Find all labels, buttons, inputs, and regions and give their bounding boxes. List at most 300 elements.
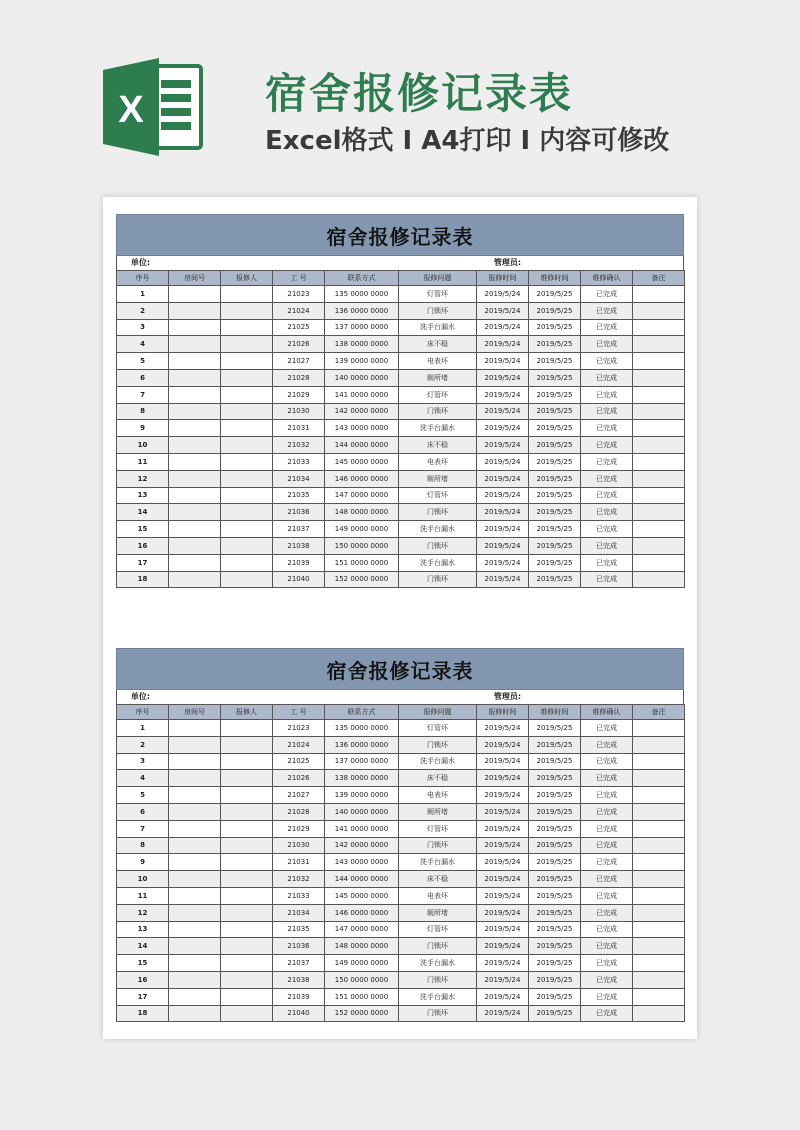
- table-cell[interactable]: 门锁坏: [399, 938, 477, 955]
- table-cell[interactable]: 21039: [273, 988, 325, 1005]
- table-cell[interactable]: 2019/5/24: [477, 302, 529, 319]
- table-cell[interactable]: 2019/5/24: [477, 820, 529, 837]
- table-cell[interactable]: 灯管坏: [399, 286, 477, 303]
- table-cell[interactable]: 151 0000 0000: [325, 988, 399, 1005]
- table-cell[interactable]: 已完成: [581, 871, 633, 888]
- table-cell[interactable]: [169, 854, 221, 871]
- table-cell[interactable]: 143 0000 0000: [325, 420, 399, 437]
- table-cell[interactable]: 142 0000 0000: [325, 837, 399, 854]
- table-cell[interactable]: 145 0000 0000: [325, 887, 399, 904]
- table-cell[interactable]: 2019/5/24: [477, 720, 529, 737]
- table-cell[interactable]: 21025: [273, 319, 325, 336]
- table-cell[interactable]: [221, 319, 273, 336]
- table-cell[interactable]: [169, 803, 221, 820]
- table-cell[interactable]: 厕所堵: [399, 803, 477, 820]
- table-cell[interactable]: 21036: [273, 504, 325, 521]
- table-cell[interactable]: 1: [117, 720, 169, 737]
- table-cell[interactable]: 厕所堵: [399, 904, 477, 921]
- table-cell[interactable]: 已完成: [581, 904, 633, 921]
- table-cell[interactable]: 21034: [273, 470, 325, 487]
- table-cell[interactable]: 21027: [273, 353, 325, 370]
- table-cell[interactable]: [633, 386, 685, 403]
- table-cell[interactable]: 2019/5/24: [477, 453, 529, 470]
- table-cell[interactable]: 21038: [273, 537, 325, 554]
- table-cell[interactable]: 21030: [273, 837, 325, 854]
- table-cell[interactable]: [169, 302, 221, 319]
- table-cell[interactable]: 已完成: [581, 955, 633, 972]
- table-cell[interactable]: 140 0000 0000: [325, 803, 399, 820]
- table-cell[interactable]: 14: [117, 938, 169, 955]
- table-cell[interactable]: 已完成: [581, 921, 633, 938]
- table-cell[interactable]: 17: [117, 988, 169, 1005]
- table-cell[interactable]: 2019/5/24: [477, 1005, 529, 1022]
- table-cell[interactable]: 2019/5/25: [529, 736, 581, 753]
- table-cell[interactable]: [221, 470, 273, 487]
- table-cell[interactable]: [633, 820, 685, 837]
- table-cell[interactable]: 16: [117, 971, 169, 988]
- table-cell[interactable]: 门锁坏: [399, 837, 477, 854]
- table-cell[interactable]: 洗手台漏水: [399, 753, 477, 770]
- table-cell[interactable]: 13: [117, 487, 169, 504]
- table-cell[interactable]: 151 0000 0000: [325, 554, 399, 571]
- table-cell[interactable]: 2019/5/24: [477, 353, 529, 370]
- table-cell[interactable]: [169, 820, 221, 837]
- table-cell[interactable]: 11: [117, 453, 169, 470]
- table-cell[interactable]: 门锁坏: [399, 403, 477, 420]
- table-cell[interactable]: 141 0000 0000: [325, 386, 399, 403]
- table-cell[interactable]: 152 0000 0000: [325, 1005, 399, 1022]
- table-cell[interactable]: 2019/5/25: [529, 720, 581, 737]
- table-cell[interactable]: 洗手台漏水: [399, 420, 477, 437]
- table-cell[interactable]: 已完成: [581, 770, 633, 787]
- table-cell[interactable]: 21026: [273, 336, 325, 353]
- table-cell[interactable]: [221, 537, 273, 554]
- table-cell[interactable]: 18: [117, 571, 169, 588]
- table-cell[interactable]: 21028: [273, 803, 325, 820]
- table-cell[interactable]: 已完成: [581, 302, 633, 319]
- table-cell[interactable]: [221, 921, 273, 938]
- table-cell[interactable]: 2019/5/24: [477, 487, 529, 504]
- table-cell[interactable]: 9: [117, 854, 169, 871]
- table-cell[interactable]: 2019/5/25: [529, 787, 581, 804]
- table-cell[interactable]: [633, 887, 685, 904]
- table-cell[interactable]: 2019/5/25: [529, 353, 581, 370]
- table-cell[interactable]: 2019/5/24: [477, 403, 529, 420]
- table-cell[interactable]: 灯管坏: [399, 487, 477, 504]
- table-cell[interactable]: [169, 904, 221, 921]
- table-cell[interactable]: 21029: [273, 386, 325, 403]
- table-cell[interactable]: 21029: [273, 820, 325, 837]
- table-cell[interactable]: [221, 871, 273, 888]
- table-cell[interactable]: 门锁坏: [399, 971, 477, 988]
- table-cell[interactable]: 144 0000 0000: [325, 437, 399, 454]
- table-cell[interactable]: [169, 420, 221, 437]
- table-cell[interactable]: 床不稳: [399, 770, 477, 787]
- table-cell[interactable]: 已完成: [581, 521, 633, 538]
- table-cell[interactable]: 12: [117, 904, 169, 921]
- table-cell[interactable]: 已完成: [581, 470, 633, 487]
- table-cell[interactable]: 6: [117, 803, 169, 820]
- table-cell[interactable]: 146 0000 0000: [325, 470, 399, 487]
- table-cell[interactable]: [169, 336, 221, 353]
- table-cell[interactable]: [633, 837, 685, 854]
- table-cell[interactable]: 已完成: [581, 437, 633, 454]
- table-cell[interactable]: 2019/5/25: [529, 854, 581, 871]
- table-cell[interactable]: [221, 521, 273, 538]
- table-cell[interactable]: [169, 319, 221, 336]
- table-cell[interactable]: 13: [117, 921, 169, 938]
- table-cell[interactable]: 电表坏: [399, 887, 477, 904]
- table-cell[interactable]: [221, 302, 273, 319]
- table-cell[interactable]: 137 0000 0000: [325, 753, 399, 770]
- table-cell[interactable]: [169, 871, 221, 888]
- table-cell[interactable]: [221, 369, 273, 386]
- table-cell[interactable]: [169, 286, 221, 303]
- table-cell[interactable]: [221, 904, 273, 921]
- manager-value[interactable]: [531, 690, 683, 704]
- table-cell[interactable]: [633, 420, 685, 437]
- table-cell[interactable]: 142 0000 0000: [325, 403, 399, 420]
- table-cell[interactable]: [633, 504, 685, 521]
- table-cell[interactable]: [221, 504, 273, 521]
- table-cell[interactable]: 已完成: [581, 403, 633, 420]
- table-cell[interactable]: 2019/5/24: [477, 938, 529, 955]
- table-cell[interactable]: [169, 955, 221, 972]
- table-cell[interactable]: 21028: [273, 369, 325, 386]
- table-cell[interactable]: 床不稳: [399, 871, 477, 888]
- table-cell[interactable]: 21032: [273, 871, 325, 888]
- table-cell[interactable]: 2019/5/25: [529, 871, 581, 888]
- table-cell[interactable]: [221, 420, 273, 437]
- table-cell[interactable]: 21038: [273, 971, 325, 988]
- table-cell[interactable]: [169, 521, 221, 538]
- table-cell[interactable]: 电表坏: [399, 787, 477, 804]
- table-cell[interactable]: 21037: [273, 521, 325, 538]
- table-cell[interactable]: 3: [117, 319, 169, 336]
- table-cell[interactable]: [169, 787, 221, 804]
- table-cell[interactable]: 灯管坏: [399, 921, 477, 938]
- table-cell[interactable]: 14: [117, 504, 169, 521]
- table-cell[interactable]: [633, 904, 685, 921]
- table-cell[interactable]: 145 0000 0000: [325, 453, 399, 470]
- table-cell[interactable]: 已完成: [581, 753, 633, 770]
- table-cell[interactable]: 厕所堵: [399, 369, 477, 386]
- table-cell[interactable]: [221, 971, 273, 988]
- table-cell[interactable]: 135 0000 0000: [325, 720, 399, 737]
- table-cell[interactable]: 2019/5/25: [529, 487, 581, 504]
- table-cell[interactable]: 已完成: [581, 319, 633, 336]
- table-cell[interactable]: [169, 753, 221, 770]
- table-cell[interactable]: 灯管坏: [399, 820, 477, 837]
- table-cell[interactable]: [169, 487, 221, 504]
- table-cell[interactable]: 2019/5/24: [477, 537, 529, 554]
- table-cell[interactable]: [221, 336, 273, 353]
- table-cell[interactable]: [221, 720, 273, 737]
- table-cell[interactable]: [221, 887, 273, 904]
- table-cell[interactable]: [221, 487, 273, 504]
- table-cell[interactable]: 21034: [273, 904, 325, 921]
- table-cell[interactable]: 2019/5/24: [477, 470, 529, 487]
- table-cell[interactable]: 2019/5/25: [529, 453, 581, 470]
- table-cell[interactable]: [169, 770, 221, 787]
- table-cell[interactable]: [221, 770, 273, 787]
- table-cell[interactable]: 2019/5/25: [529, 1005, 581, 1022]
- table-cell[interactable]: 21023: [273, 720, 325, 737]
- table-cell[interactable]: [633, 921, 685, 938]
- table-cell[interactable]: [169, 403, 221, 420]
- table-cell[interactable]: [169, 971, 221, 988]
- table-cell[interactable]: 10: [117, 871, 169, 888]
- table-cell[interactable]: 已完成: [581, 787, 633, 804]
- table-cell[interactable]: 21033: [273, 453, 325, 470]
- table-cell[interactable]: [633, 871, 685, 888]
- table-cell[interactable]: 21023: [273, 286, 325, 303]
- table-cell[interactable]: 已完成: [581, 336, 633, 353]
- table-cell[interactable]: [633, 1005, 685, 1022]
- table-cell[interactable]: 2019/5/24: [477, 971, 529, 988]
- table-cell[interactable]: 已完成: [581, 803, 633, 820]
- table-cell[interactable]: 洗手台漏水: [399, 554, 477, 571]
- table-cell[interactable]: [633, 554, 685, 571]
- table-cell[interactable]: 15: [117, 955, 169, 972]
- table-cell[interactable]: [169, 887, 221, 904]
- table-cell[interactable]: 2019/5/24: [477, 420, 529, 437]
- table-cell[interactable]: 床不稳: [399, 437, 477, 454]
- table-cell[interactable]: 已完成: [581, 837, 633, 854]
- table-cell[interactable]: 已完成: [581, 720, 633, 737]
- table-cell[interactable]: 21037: [273, 955, 325, 972]
- table-cell[interactable]: 2019/5/24: [477, 319, 529, 336]
- table-cell[interactable]: 2019/5/24: [477, 770, 529, 787]
- table-cell[interactable]: [633, 787, 685, 804]
- table-cell[interactable]: 149 0000 0000: [325, 955, 399, 972]
- table-cell[interactable]: [221, 736, 273, 753]
- table-cell[interactable]: 5: [117, 787, 169, 804]
- table-cell[interactable]: [169, 571, 221, 588]
- table-cell[interactable]: [169, 353, 221, 370]
- table-cell[interactable]: 136 0000 0000: [325, 302, 399, 319]
- table-cell[interactable]: 门锁坏: [399, 504, 477, 521]
- table-cell[interactable]: 7: [117, 820, 169, 837]
- table-cell[interactable]: 已完成: [581, 736, 633, 753]
- table-cell[interactable]: [221, 854, 273, 871]
- table-cell[interactable]: 门锁坏: [399, 537, 477, 554]
- table-cell[interactable]: 17: [117, 554, 169, 571]
- table-cell[interactable]: [633, 736, 685, 753]
- table-cell[interactable]: 21026: [273, 770, 325, 787]
- table-cell[interactable]: [221, 1005, 273, 1022]
- table-cell[interactable]: 2019/5/24: [477, 369, 529, 386]
- table-cell[interactable]: 138 0000 0000: [325, 770, 399, 787]
- table-cell[interactable]: [169, 736, 221, 753]
- table-cell[interactable]: [221, 571, 273, 588]
- table-cell[interactable]: 149 0000 0000: [325, 521, 399, 538]
- table-cell[interactable]: 139 0000 0000: [325, 787, 399, 804]
- table-cell[interactable]: [633, 437, 685, 454]
- table-cell[interactable]: 21040: [273, 571, 325, 588]
- table-cell[interactable]: 2019/5/25: [529, 770, 581, 787]
- table-cell[interactable]: 灯管坏: [399, 720, 477, 737]
- table-cell[interactable]: 11: [117, 887, 169, 904]
- unit-value[interactable]: [164, 256, 484, 270]
- table-cell[interactable]: [633, 988, 685, 1005]
- table-cell[interactable]: 床不稳: [399, 336, 477, 353]
- table-cell[interactable]: [221, 988, 273, 1005]
- table-cell[interactable]: [169, 837, 221, 854]
- table-cell[interactable]: 门锁坏: [399, 571, 477, 588]
- table-cell[interactable]: [221, 753, 273, 770]
- table-cell[interactable]: 2019/5/25: [529, 820, 581, 837]
- table-cell[interactable]: 146 0000 0000: [325, 904, 399, 921]
- table-cell[interactable]: 15: [117, 521, 169, 538]
- table-cell[interactable]: [221, 403, 273, 420]
- table-cell[interactable]: [633, 537, 685, 554]
- table-cell[interactable]: 147 0000 0000: [325, 487, 399, 504]
- table-cell[interactable]: [633, 286, 685, 303]
- table-cell[interactable]: 门锁坏: [399, 736, 477, 753]
- table-cell[interactable]: 2019/5/24: [477, 837, 529, 854]
- table-cell[interactable]: 2019/5/24: [477, 437, 529, 454]
- table-cell[interactable]: 2019/5/24: [477, 854, 529, 871]
- table-cell[interactable]: 21025: [273, 753, 325, 770]
- table-cell[interactable]: 洗手台漏水: [399, 854, 477, 871]
- table-cell[interactable]: 2019/5/25: [529, 938, 581, 955]
- table-cell[interactable]: [169, 537, 221, 554]
- table-cell[interactable]: [633, 319, 685, 336]
- table-cell[interactable]: 已完成: [581, 988, 633, 1005]
- table-cell[interactable]: [633, 803, 685, 820]
- table-cell[interactable]: 6: [117, 369, 169, 386]
- table-cell[interactable]: [633, 302, 685, 319]
- table-cell[interactable]: 21031: [273, 854, 325, 871]
- table-cell[interactable]: 已完成: [581, 1005, 633, 1022]
- table-cell[interactable]: 已完成: [581, 554, 633, 571]
- table-cell[interactable]: 2019/5/25: [529, 369, 581, 386]
- table-cell[interactable]: [633, 770, 685, 787]
- table-cell[interactable]: 141 0000 0000: [325, 820, 399, 837]
- table-cell[interactable]: 144 0000 0000: [325, 871, 399, 888]
- table-cell[interactable]: 2019/5/24: [477, 988, 529, 1005]
- table-cell[interactable]: 已完成: [581, 938, 633, 955]
- table-cell[interactable]: 已完成: [581, 420, 633, 437]
- table-cell[interactable]: [169, 554, 221, 571]
- table-cell[interactable]: [633, 336, 685, 353]
- table-cell[interactable]: 2019/5/25: [529, 319, 581, 336]
- table-cell[interactable]: [221, 353, 273, 370]
- table-cell[interactable]: 16: [117, 537, 169, 554]
- table-cell[interactable]: 3: [117, 753, 169, 770]
- table-cell[interactable]: 21024: [273, 736, 325, 753]
- table-cell[interactable]: 137 0000 0000: [325, 319, 399, 336]
- table-cell[interactable]: 2019/5/25: [529, 571, 581, 588]
- table-cell[interactable]: 148 0000 0000: [325, 504, 399, 521]
- table-cell[interactable]: 21035: [273, 487, 325, 504]
- table-cell[interactable]: [169, 938, 221, 955]
- table-cell[interactable]: [169, 453, 221, 470]
- table-cell[interactable]: 2019/5/25: [529, 921, 581, 938]
- table-cell[interactable]: 门锁坏: [399, 302, 477, 319]
- table-cell[interactable]: [633, 938, 685, 955]
- table-cell[interactable]: 2019/5/24: [477, 753, 529, 770]
- table-cell[interactable]: 2019/5/25: [529, 420, 581, 437]
- table-cell[interactable]: 12: [117, 470, 169, 487]
- table-cell[interactable]: 已完成: [581, 887, 633, 904]
- table-cell[interactable]: 电表坏: [399, 453, 477, 470]
- table-cell[interactable]: 21035: [273, 921, 325, 938]
- table-cell[interactable]: 10: [117, 437, 169, 454]
- table-cell[interactable]: 2019/5/25: [529, 437, 581, 454]
- table-cell[interactable]: 2019/5/24: [477, 336, 529, 353]
- manager-value[interactable]: [531, 256, 683, 270]
- table-cell[interactable]: 2019/5/25: [529, 504, 581, 521]
- table-cell[interactable]: 已完成: [581, 369, 633, 386]
- table-cell[interactable]: 1: [117, 286, 169, 303]
- table-cell[interactable]: 2019/5/25: [529, 521, 581, 538]
- table-cell[interactable]: 2019/5/24: [477, 803, 529, 820]
- table-cell[interactable]: 135 0000 0000: [325, 286, 399, 303]
- table-cell[interactable]: 138 0000 0000: [325, 336, 399, 353]
- table-cell[interactable]: [169, 720, 221, 737]
- table-cell[interactable]: [221, 554, 273, 571]
- table-cell[interactable]: 21036: [273, 938, 325, 955]
- table-cell[interactable]: 18: [117, 1005, 169, 1022]
- table-cell[interactable]: 2019/5/25: [529, 302, 581, 319]
- table-cell[interactable]: 139 0000 0000: [325, 353, 399, 370]
- table-cell[interactable]: 150 0000 0000: [325, 971, 399, 988]
- table-cell[interactable]: 8: [117, 403, 169, 420]
- table-cell[interactable]: 已完成: [581, 971, 633, 988]
- table-cell[interactable]: 148 0000 0000: [325, 938, 399, 955]
- table-cell[interactable]: 门锁坏: [399, 1005, 477, 1022]
- table-cell[interactable]: [633, 971, 685, 988]
- table-cell[interactable]: 2019/5/25: [529, 470, 581, 487]
- table-cell[interactable]: 152 0000 0000: [325, 571, 399, 588]
- table-cell[interactable]: 4: [117, 770, 169, 787]
- table-cell[interactable]: [169, 921, 221, 938]
- table-cell[interactable]: 2019/5/25: [529, 955, 581, 972]
- table-cell[interactable]: 2019/5/25: [529, 887, 581, 904]
- table-cell[interactable]: [633, 487, 685, 504]
- table-cell[interactable]: 已完成: [581, 353, 633, 370]
- table-cell[interactable]: 已完成: [581, 854, 633, 871]
- table-cell[interactable]: 2019/5/24: [477, 571, 529, 588]
- table-cell[interactable]: [633, 470, 685, 487]
- table-cell[interactable]: 143 0000 0000: [325, 854, 399, 871]
- table-cell[interactable]: 已完成: [581, 286, 633, 303]
- table-cell[interactable]: 2019/5/24: [477, 286, 529, 303]
- table-cell[interactable]: [633, 854, 685, 871]
- table-cell[interactable]: 已完成: [581, 453, 633, 470]
- unit-value[interactable]: [164, 690, 484, 704]
- table-cell[interactable]: 2019/5/24: [477, 386, 529, 403]
- table-cell[interactable]: 电表坏: [399, 353, 477, 370]
- table-cell[interactable]: 已完成: [581, 571, 633, 588]
- table-cell[interactable]: 已完成: [581, 386, 633, 403]
- table-cell[interactable]: 7: [117, 386, 169, 403]
- table-cell[interactable]: 2019/5/24: [477, 904, 529, 921]
- table-cell[interactable]: [633, 369, 685, 386]
- table-cell[interactable]: 2019/5/25: [529, 336, 581, 353]
- table-cell[interactable]: 2: [117, 302, 169, 319]
- table-cell[interactable]: 2019/5/25: [529, 904, 581, 921]
- table-cell[interactable]: 21027: [273, 787, 325, 804]
- table-cell[interactable]: [221, 803, 273, 820]
- table-cell[interactable]: [633, 521, 685, 538]
- table-cell[interactable]: [169, 504, 221, 521]
- table-cell[interactable]: [221, 787, 273, 804]
- table-cell[interactable]: 2019/5/24: [477, 736, 529, 753]
- table-cell[interactable]: [169, 386, 221, 403]
